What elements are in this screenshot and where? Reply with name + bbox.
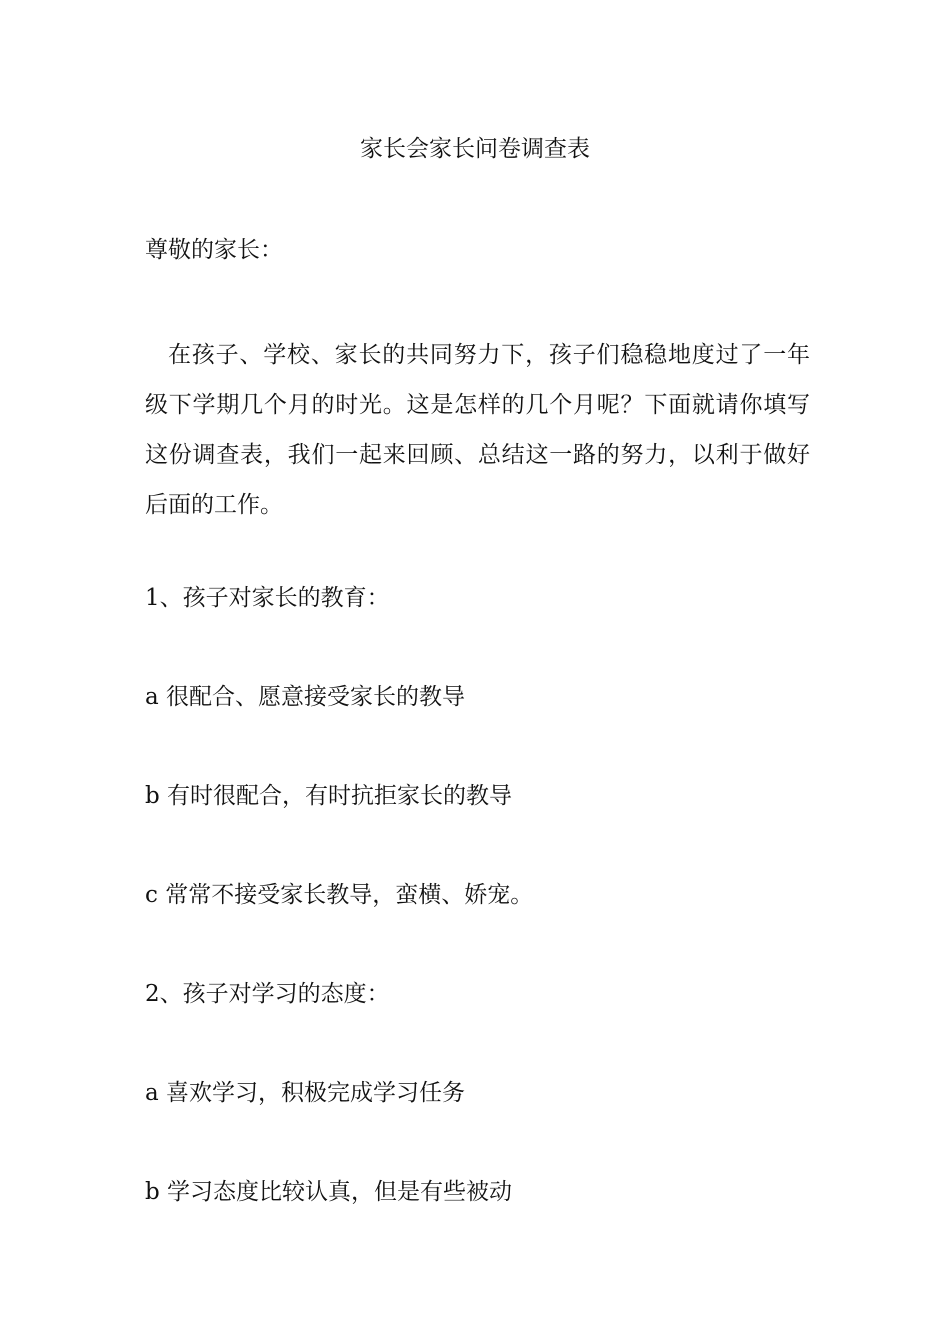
question-1-option-c: c 常常不接受家长教导，蛮横、娇宠。 [145, 882, 534, 908]
question-2-option-a: a 喜欢学习，积极完成学习任务 [145, 1080, 466, 1106]
question-2-option-b: b 学习态度比较认真，但是有些被动 [145, 1179, 513, 1205]
intro-paragraph: 在孩子、学校、家长的共同努力下，孩子们稳稳地度过了一年级下学期几个月的时光。这是怎样的几个月呢？下面就请你填写这份调查表，我们一起来回顾、总结这一路的努力，以利于做好后面的工作。 [145, 342, 810, 518]
question-1-option-a: a 很配合、愿意接受家长的教导 [145, 684, 466, 710]
question-1: 1、孩子对家长的教育： [145, 585, 390, 611]
page-title: 家长会家长问卷调查表 [360, 136, 590, 162]
salutation: 尊敬的家长： [145, 237, 283, 263]
question-1-option-b: b 有时很配合，有时抗拒家长的教导 [145, 783, 513, 809]
question-2: 2、孩子对学习的态度： [145, 981, 390, 1007]
